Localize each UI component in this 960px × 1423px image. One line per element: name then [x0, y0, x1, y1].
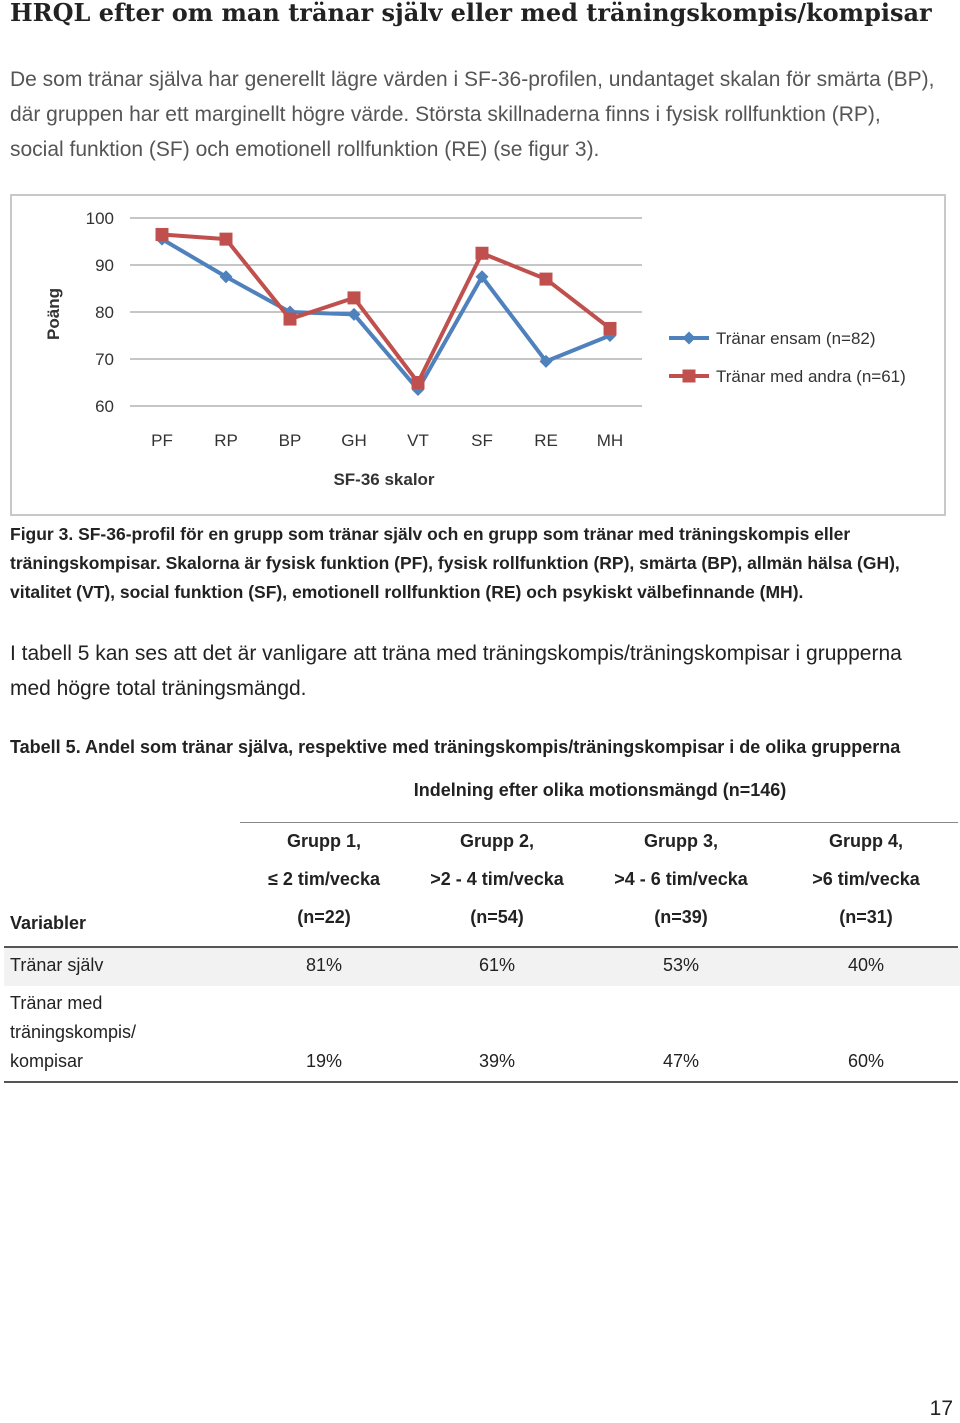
data-point	[348, 291, 361, 304]
caption-lead: Figur 3.	[10, 524, 74, 544]
column-n-label: (n=22)	[297, 907, 351, 927]
legend-label: Tränar med andra (n=61)	[716, 367, 906, 386]
table-title: Tabell 5. Andel som tränar själva, respektive med träningskompis/träningskompisar i de olika grupperna	[10, 737, 901, 757]
table-cell: 19%	[305, 1051, 343, 1071]
table-cell: 53%	[662, 955, 700, 975]
column-header-group-4	[776, 822, 956, 936]
table-cell: 81%	[305, 955, 343, 975]
x-axis-label: SF-36 skalor	[333, 470, 435, 489]
row-label-line: Tränar med	[10, 993, 103, 1013]
row-label-line: kompisar	[10, 1051, 84, 1071]
figure-caption	[10, 520, 945, 607]
sf36-line-chart	[12, 196, 944, 514]
page-number: 17	[929, 1397, 953, 1420]
table-cell: 61%	[478, 955, 516, 975]
column-n-label: (n=54)	[470, 907, 524, 927]
series-line-1	[162, 239, 610, 389]
table-cell: 39%	[478, 1051, 516, 1071]
data-point	[604, 322, 617, 335]
y-tick-label: 70	[95, 350, 114, 369]
row-label-tranar-med	[10, 989, 136, 1076]
column-n-label: (n=39)	[654, 907, 708, 927]
table-rule-bottom	[4, 1081, 958, 1083]
x-tick-label: BP	[278, 431, 302, 450]
column-group-label: Grupp 4,	[828, 831, 903, 851]
y-tick-label: 100	[85, 209, 114, 228]
row-label-line: träningskompis/	[10, 1022, 137, 1042]
column-group-label: Grupp 3,	[643, 831, 718, 851]
table-group-header: Indelning efter olika motionsmängd (n=146)	[413, 780, 787, 800]
y-tick-label: 90	[95, 256, 114, 275]
intro-paragraph: De som tränar själva har generellt lägre värden i SF-36-profilen, undantaget skalan för smärta (BP), där gruppen har ett marginellt högre värde. Största skillnaderna finns i fysisk rollfunktion (RP), social funktion (SF) och emotionell rollfunktion (RE) (se figur 3).	[10, 68, 935, 161]
column-range-label: >2 - 4 tim/vecka	[430, 869, 564, 889]
column-group-label: Grupp 2,	[459, 831, 534, 851]
column-range-label: >6 tim/vecka	[812, 869, 920, 889]
column-group-label: Grupp 1,	[286, 831, 361, 851]
column-range-label: >4 - 6 tim/vecka	[614, 869, 748, 889]
y-tick-label: 80	[95, 303, 114, 322]
data-point	[476, 247, 489, 260]
data-point	[220, 233, 233, 246]
data-point	[412, 376, 425, 389]
y-axis-label: Poäng	[44, 288, 63, 340]
x-tick-label: MH	[596, 431, 624, 450]
column-n-label: (n=31)	[839, 907, 893, 927]
x-tick-label: RE	[534, 431, 558, 450]
x-tick-label: VT	[407, 431, 429, 450]
data-point	[156, 228, 169, 241]
body-paragraph: I tabell 5 kan ses att det är vanligare att träna med träningskompis/träningskompisar i grupperna med högre total träningsmängd.	[10, 642, 902, 700]
y-tick-label: 60	[95, 397, 114, 416]
column-range-label: ≤ 2 tim/vecka	[268, 869, 380, 889]
legend-marker	[683, 370, 696, 383]
column-header-group-2	[407, 822, 587, 936]
data-point	[540, 273, 553, 286]
variables-label: Variabler	[10, 913, 87, 933]
legend-label: Tränar ensam (n=82)	[716, 329, 876, 348]
x-tick-label: GH	[341, 431, 367, 450]
table-cell: 40%	[847, 955, 885, 975]
column-header-group-3	[591, 822, 771, 936]
table-cell: 47%	[662, 1051, 700, 1071]
column-header-group-1	[234, 822, 414, 936]
table-cell: 60%	[847, 1051, 885, 1071]
legend-marker	[683, 332, 696, 345]
figure-3-chart	[10, 194, 946, 516]
x-tick-label: SF	[471, 431, 493, 450]
page-heading: HRQL efter om man tränar själv eller med träningskompis/kompisar	[10, 0, 932, 27]
data-point	[284, 313, 297, 326]
x-tick-label: RP	[214, 431, 238, 450]
row-label-tranar-sjalv: Tränar själv	[10, 955, 104, 975]
x-tick-label: PF	[151, 431, 173, 450]
caption-text: SF-36-profil för en grupp som tränar själv och en grupp som tränar med träningskompis eller träningskompisar. Skalorna är fysisk funktion (PF), fysisk rollfunktion (RP), smärta (BP), allmän hälsa (GH), vitalitet (VT), social funktion (SF), emotionell rollfunktion (RE) och psykiskt välbefinnande (MH).	[10, 524, 900, 602]
